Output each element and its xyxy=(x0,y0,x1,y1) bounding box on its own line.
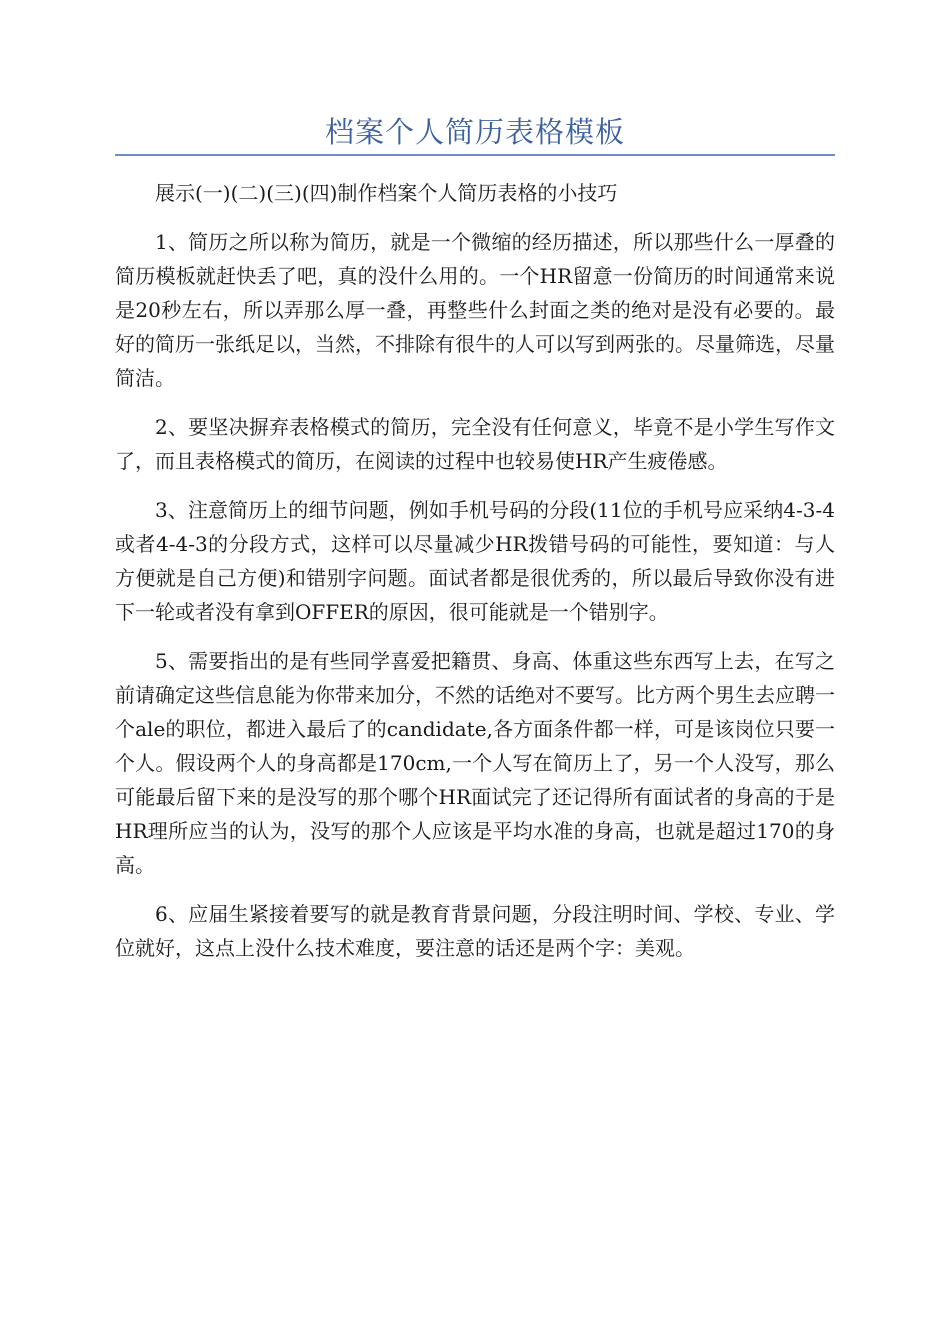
paragraph-6: 6、应届生紧接着要写的就是教育背景问题，分段注明时间、学校、专业、学位就好，这点上没什么技术难度，要注意的话还是两个字：美观。 xyxy=(115,902,835,960)
intro-paragraph: 展示(一)(二)(三)(四)制作档案个人简历表格的小技巧 xyxy=(155,181,618,205)
document-body xyxy=(115,176,835,980)
paragraph-5: 5、需要指出的是有些同学喜爱把籍贯、身高、体重这些东西写上去，在写之前请确定这些信息能为你带来加分，不然的话绝对不要写。比方两个男生去应聘一个ale的职位，都进入最后了的candidate,各方面条件都一样，可是该岗位只要一个人。假设两个人的身高都是170cm,一个人写在简历上了，另一个人没写，那么可能最后留下来的是没写的那个哪个HR面试完了还记得所有面试者的身高的于是HR理所应当的认为，没写的那个人应该是平均水准的身高，也就是超过170的身高。 xyxy=(115,649,835,877)
paragraph-3: 3、注意简历上的细节问题，例如手机号码的分段(11位的手机号应采纳4-3-4或者4-4-3的分段方式，这样可以尽量减少HR拨错号码的可能性，要知道：与人方便就是自己方便)和错别字问题。面试者都是很优秀的，所以最后导致你没有进下一轮或者没有拿到OFFER的原因，很可能就是一个错别字。 xyxy=(115,498,835,624)
title-underline xyxy=(115,154,835,156)
document-title: 档案个人简历表格模板 xyxy=(324,115,625,149)
paragraph-2: 2、要坚决摒弃表格模式的简历，完全没有任何意义，毕竟不是小学生写作文了，而且表格模式的简历，在阅读的过程中也较易使HR产生疲倦感。 xyxy=(115,415,835,473)
paragraph-1: 1、简历之所以称为简历，就是一个微缩的经历描述，所以那些什么一厚叠的简历模板就赶快丢了吧，真的没什么用的。一个HR留意一份简历的时间通常来说是20秒左右，所以弄那么厚一叠，再整些什么封面之类的绝对是没有必要的。最好的简历一张纸足以，当然，不排除有很牛的人可以写到两张的。尽量筛选，尽量简洁。 xyxy=(115,230,835,390)
